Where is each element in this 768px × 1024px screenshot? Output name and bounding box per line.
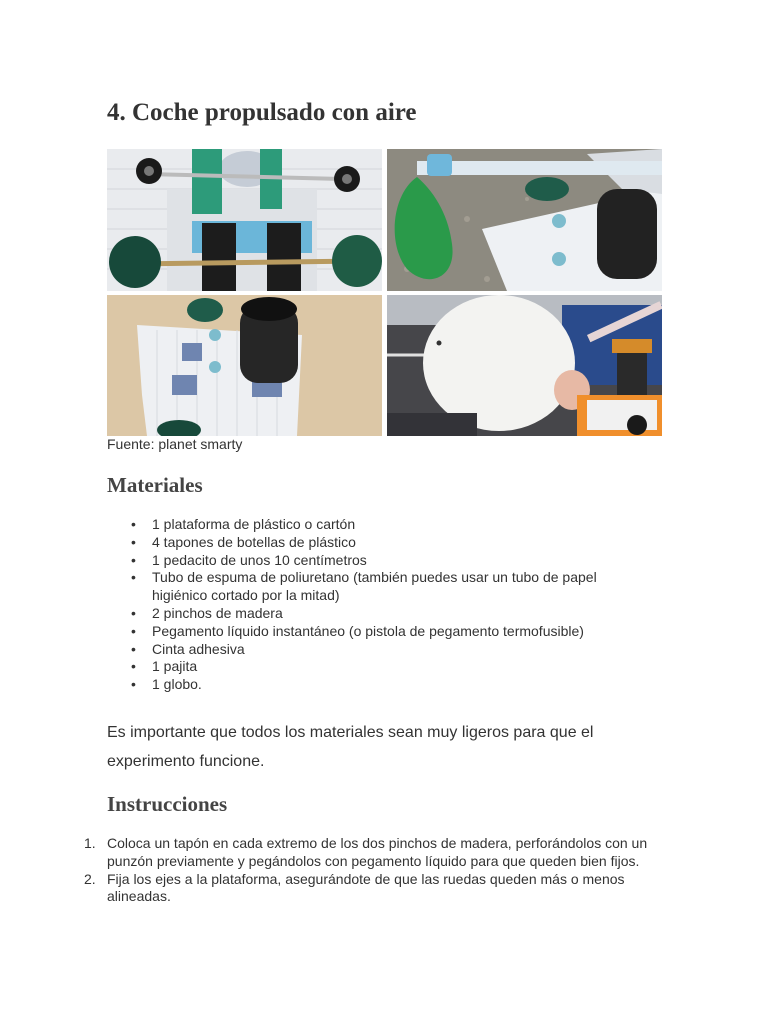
list-item xyxy=(84,870,667,907)
list-item: • Cinta adhesiva xyxy=(152,641,652,659)
photo-inflated-balloon xyxy=(387,295,662,436)
list-item: • 1 globo. xyxy=(152,676,652,694)
list-item: • 1 pajita xyxy=(152,658,652,676)
materials-list xyxy=(152,516,652,694)
photo-axles-taped xyxy=(107,149,382,291)
page-title: 4. Coche propulsado con aire xyxy=(107,99,417,126)
materials-heading: Materiales xyxy=(107,473,203,497)
step-text: Coloca un tapón en cada extremo de los dos pinchos de madera, perforándolos con un punzón previamente y pegándolos con pegamento líquido para que queden bien fijos. xyxy=(107,835,648,869)
materials-note: Es importante que todos los materiales sean muy ligeros para que el experimento funcione. xyxy=(107,724,594,770)
step-number: 2. xyxy=(84,870,96,887)
image-caption: Fuente: planet smarty xyxy=(107,436,243,452)
list-item: • Tubo de espuma de poliuretano (también puedes usar un tubo de papel higiénico cortado por la mitad) xyxy=(152,569,652,605)
instructions-heading: Instrucciones xyxy=(107,792,228,816)
list-item: • 2 pinchos de madera xyxy=(152,605,652,623)
list-item: • Pegamento líquido instantáneo (o pistola de pegamento termofusible) xyxy=(152,623,652,641)
list-item: • 4 tapones de botellas de plástico xyxy=(152,534,652,552)
photo-balloon-straw xyxy=(387,149,662,291)
instructions-list xyxy=(84,835,667,906)
step-text: Fija los ejes a la plataforma, asegurándote de que las ruedas queden más o menos alineadas. xyxy=(107,870,625,905)
list-item: • 1 plataforma de plástico o cartón xyxy=(152,516,652,534)
list-item xyxy=(84,835,667,871)
photo-collage xyxy=(107,149,662,436)
photo-foam-tube xyxy=(107,295,382,436)
list-item: • 1 pedacito de unos 10 centímetros xyxy=(152,552,652,570)
step-number: 1. xyxy=(84,835,96,851)
